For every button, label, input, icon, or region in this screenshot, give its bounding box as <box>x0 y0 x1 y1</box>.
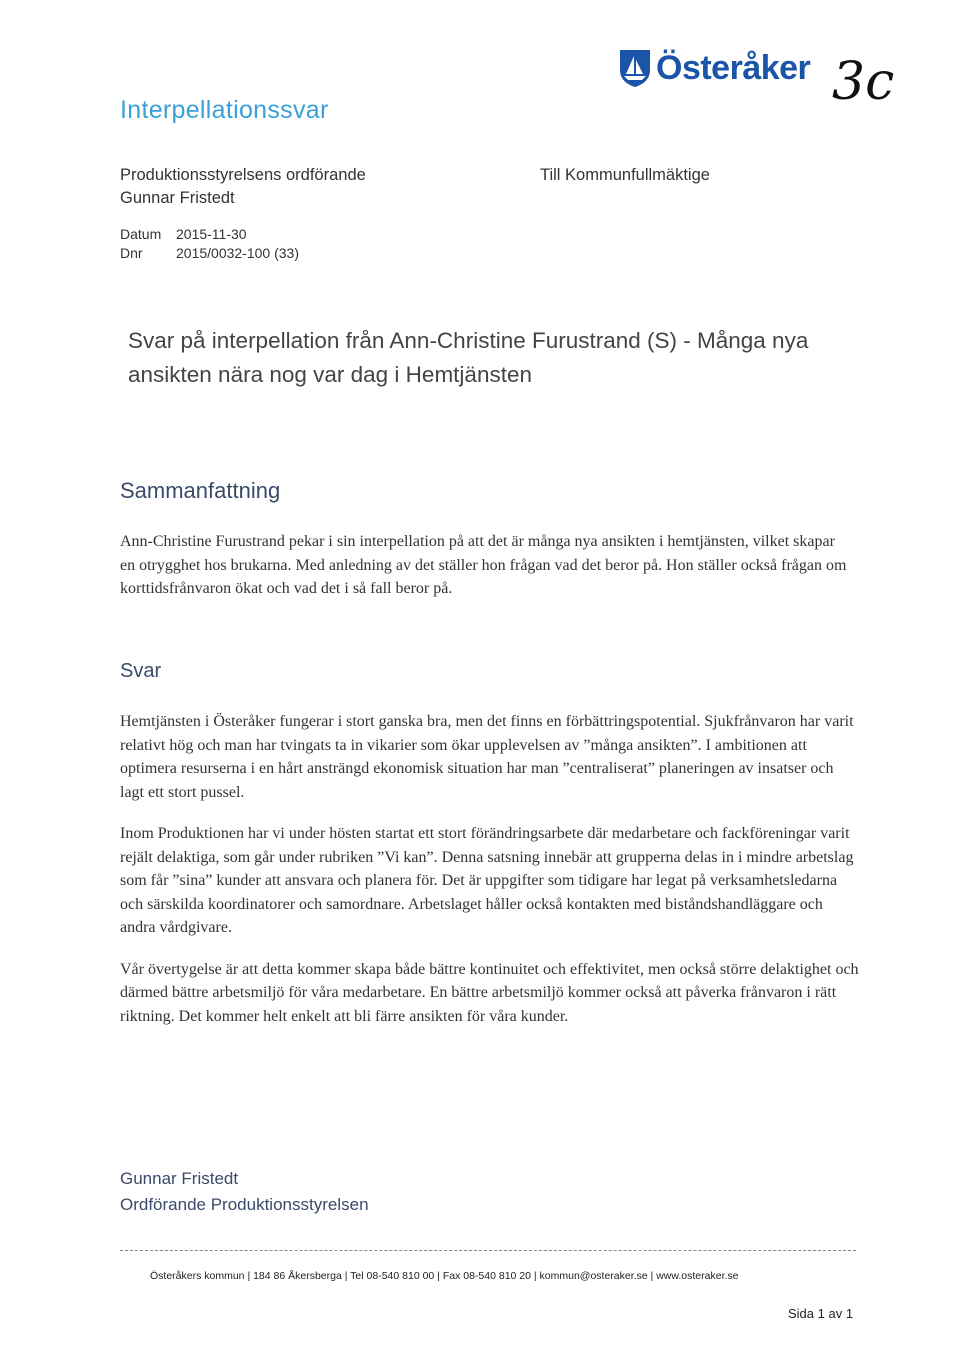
answer-paragraph: Hemtjänsten i Österåker fungerar i stort ganska bra, men det finns en förbättringspotential. Sjukfrånvaron har varit relativt hög och man har tvingats ta in vikarier som ökar upplevelsen av ”många ansikten”. I ambitionen att optimera resurserna i en hårt ansträngd ekonomisk situation har man ”centraliserat” planeringen av insatser och lagt ett stort pussel. <box>120 713 854 801</box>
signature-title: Ordförande Produktionsstyrelsen <box>120 1195 369 1214</box>
answer-body <box>120 710 860 1046</box>
dnr-value: 2015/0032-100 (33) <box>176 245 299 261</box>
summary-heading: Sammanfattning <box>120 478 281 503</box>
summary-text: Ann-Christine Furustrand pekar i sin interpellation på att det är många nya ansikten i hemtjänsten, vilket skapar en otrygghet hos brukarna. Med anledning av det ställer hon frågan vad det beror på. Hon ställer också frågan om korttidsfrånvaron ökat och vad det i så fall beror på. <box>120 533 847 597</box>
signature-name: Gunnar Fristedt <box>120 1169 239 1188</box>
sender-name: Gunnar Fristedt <box>120 189 235 207</box>
sender-role: Produktionsstyrelsens ordförande <box>120 166 366 184</box>
answer-paragraph: Vår övertygelse är att detta kommer skapa både bättre kontinuitet och effektivitet, men också större delaktighet och därmed bättre arbetsmiljö för våra medarbetare. En bättre arbetsmiljö kommer också att påverka frånvaron i rätt riktning. Det kommer helt enkelt att bli färre ansikten för våra kunder. <box>120 960 859 1025</box>
date-value: 2015-11-30 <box>176 226 247 242</box>
date-row <box>120 225 299 244</box>
footer-contact: Österåkers kommun | 184 86 Åkersberga | Tel 08-540 810 00 | Fax 08-540 810 20 | kommun@osteraker.se | www.osteraker.se <box>150 1270 739 1282</box>
recipient: Till Kommunfullmäktige <box>540 166 710 184</box>
logo-text: Österåker <box>656 48 811 87</box>
answer-paragraph: Inom Produktionen har vi under hösten startat ett stort förändringsarbete där medarbetare och fackföreningar varit rejält delaktiga, som går under rubriken ”Vi kan”. Denna satsning innebär att grupperna delas in i mindre arbetslag som får ”sina” kunder att ansvara och planera för. Det är uppgifter som tidigare har legat på verksamhetsledarna och särskilda koordinatorer och samordnare. Arbetslaget håller också kontakten med biståndshandläggare och andra vårdgivare. <box>120 825 854 936</box>
sender-block <box>120 164 366 210</box>
date-label: Datum <box>120 226 162 242</box>
page-number: Sida 1 av 1 <box>788 1306 854 1321</box>
document-meta <box>120 225 299 263</box>
osteraker-logo <box>618 48 810 88</box>
answer-heading: Svar <box>120 660 162 682</box>
municipal-shield-icon <box>618 48 652 88</box>
handwritten-mark: 3c <box>832 52 895 112</box>
signature-block <box>120 1166 369 1218</box>
document-title: Svar på interpellation från Ann-Christine Furustrand (S) - Många nya ansikten nära nog var dag i Hemtjänsten <box>128 328 809 387</box>
dnr-label: Dnr <box>120 245 143 261</box>
dnr-row <box>120 244 299 263</box>
footer-divider <box>120 1250 856 1251</box>
document-type: Interpellationssvar <box>120 96 329 124</box>
